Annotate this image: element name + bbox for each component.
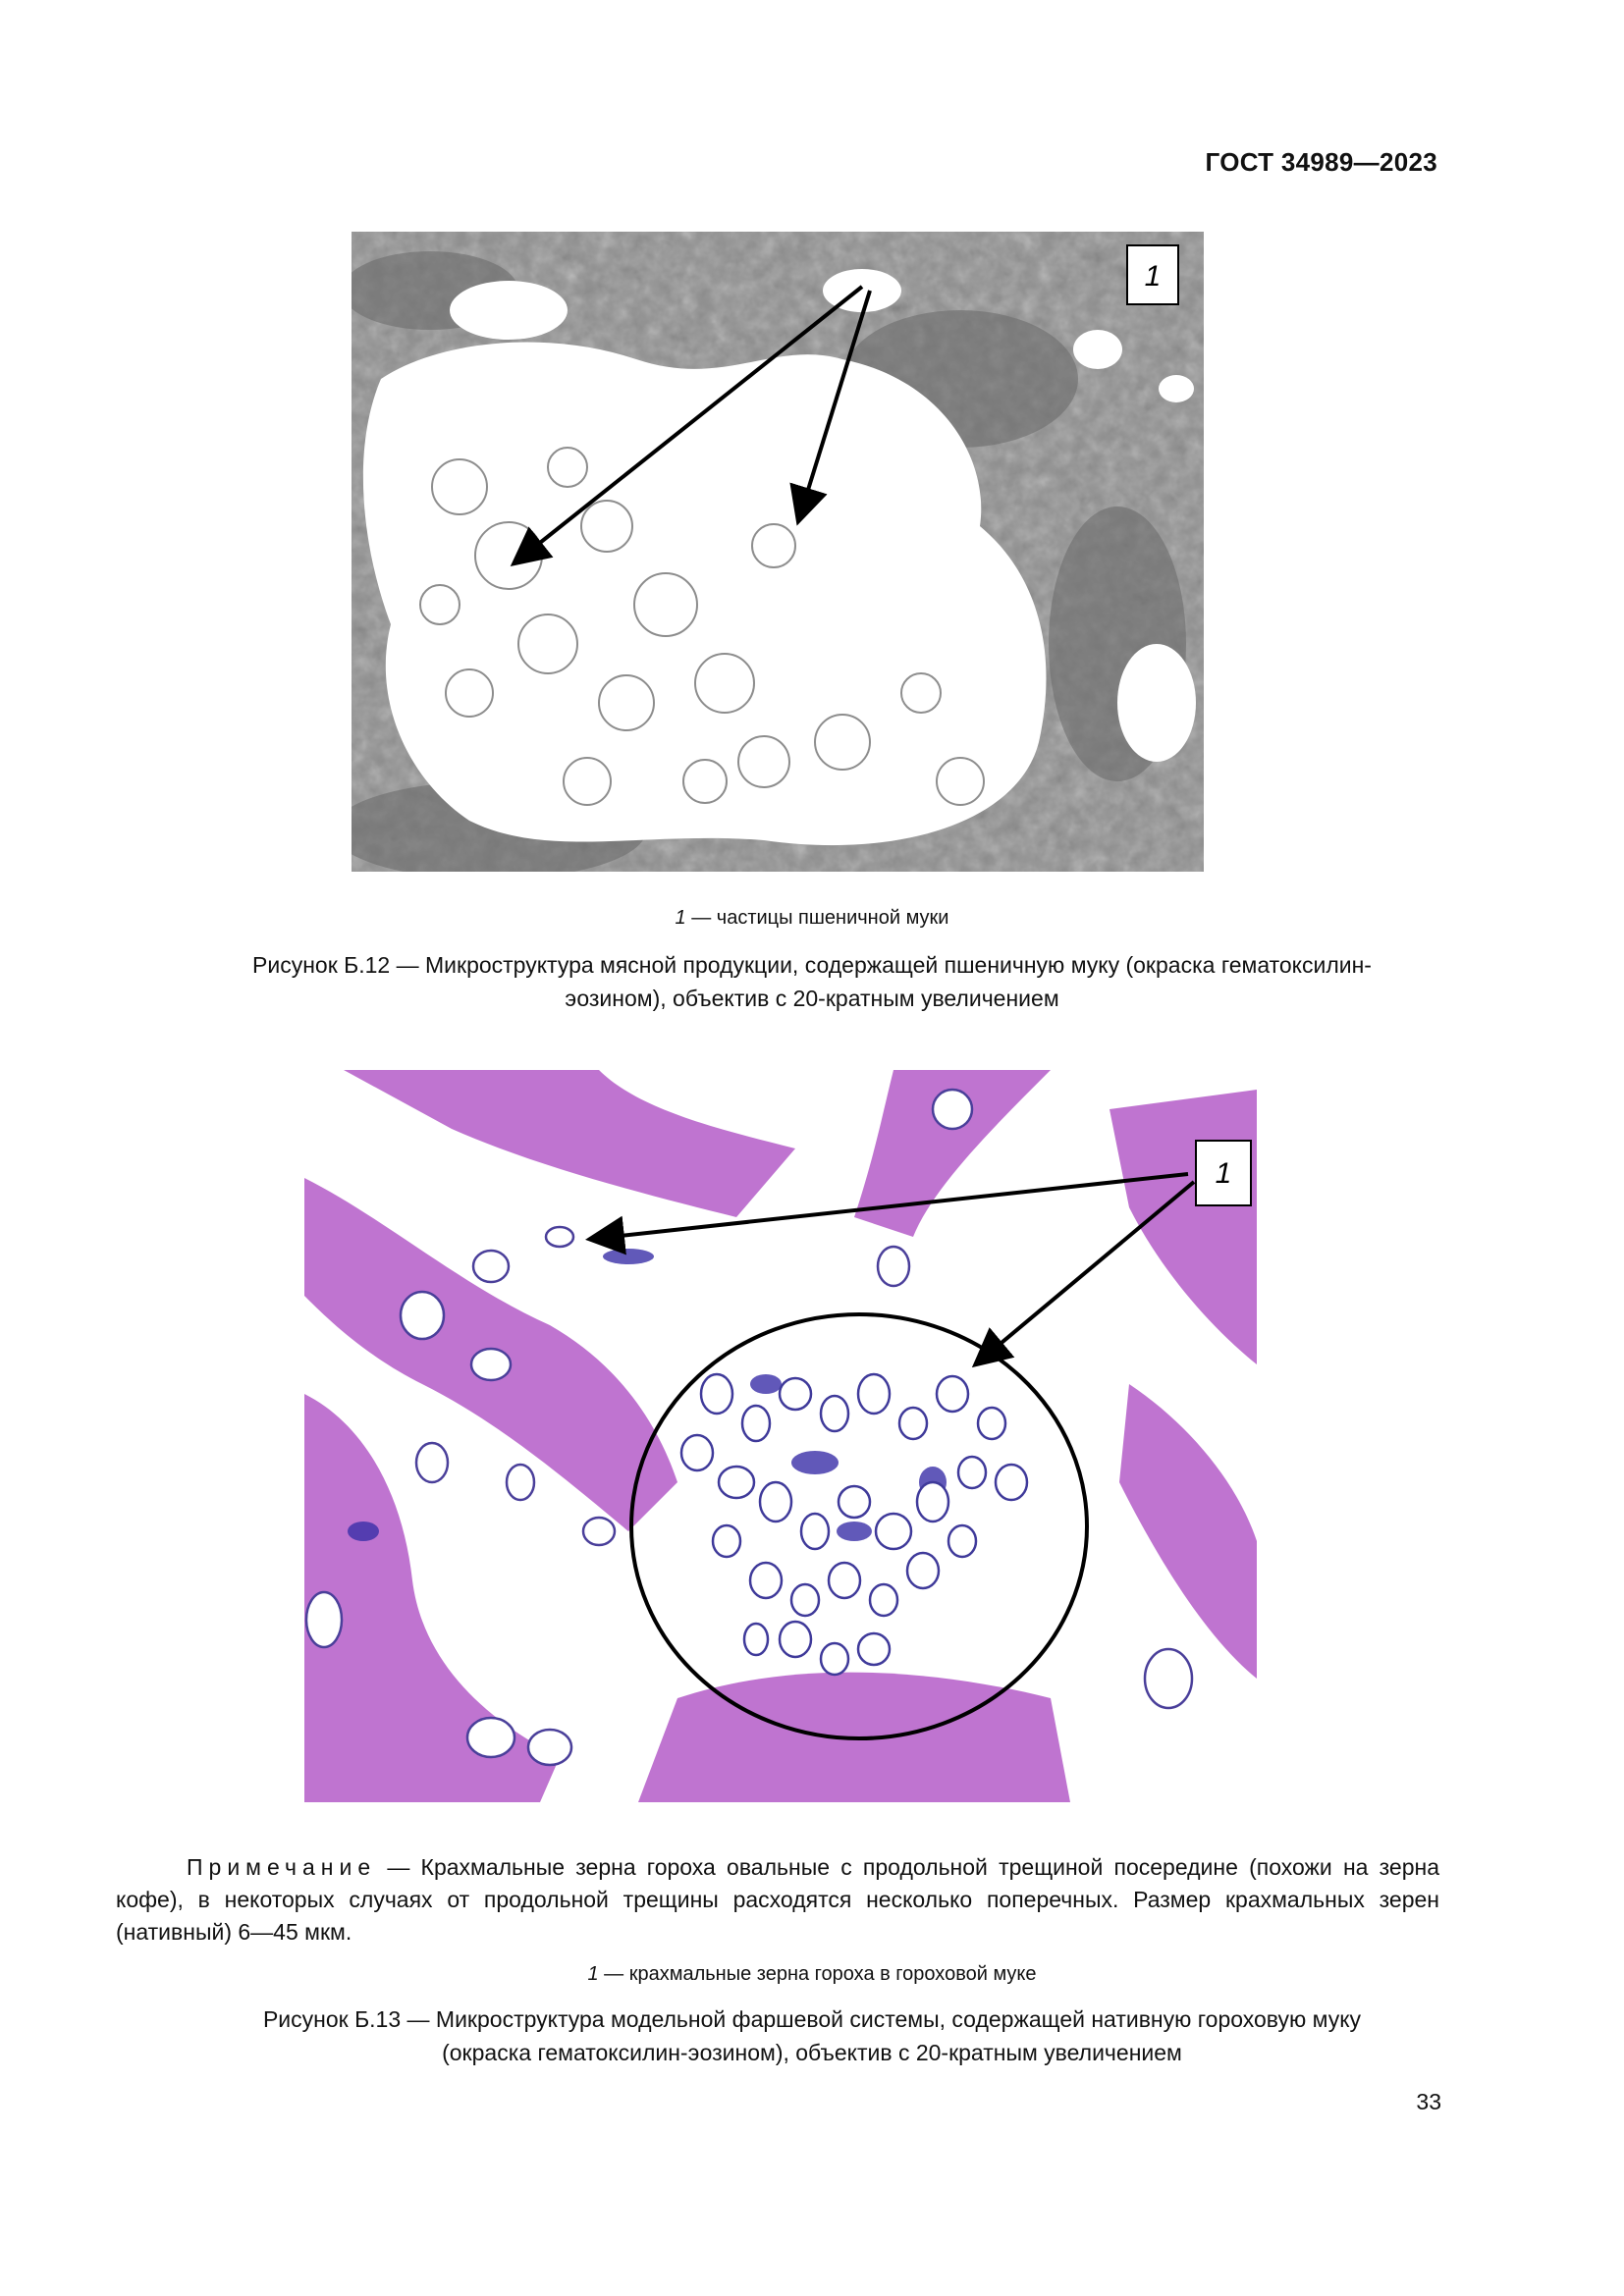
- callout-label: 1: [1215, 1157, 1232, 1190]
- micrograph-wheat-flour-svg: [352, 232, 1204, 872]
- figure-b13-legend: [0, 1963, 1624, 1986]
- document-header: ГОСТ 34989—2023: [1205, 147, 1437, 177]
- caption-line-2: (окраска гематоксилин-эозином), объектив с 20-кратным увеличением: [442, 2040, 1182, 2065]
- legend-number: 1: [675, 907, 686, 929]
- micrograph-pea-flour-svg: [304, 1070, 1257, 1802]
- figure-b12-legend: [0, 907, 1624, 930]
- caption-line-1: Рисунок Б.13 — Микроструктура модельной фаршевой системы, содержащей нативную гороховую муку: [262, 2006, 1362, 2032]
- figure-b13-caption: [116, 2002, 1508, 2069]
- legend-text: — частицы пшеничной муки: [691, 907, 949, 929]
- caption-line-1: Рисунок Б.12 — Микроструктура мясной продукции, содержащей пшеничную муку (окраска гематоксилин-: [252, 952, 1372, 978]
- note-text: — Крахмальные зерна гороха овальные с продольной трещиной посередине (похожи на зерна кофе), в некоторых случаях от продольной трещины расходятся несколько поперечных. Размер крахмальных зерен (нативный) 6—45 мкм.: [116, 1854, 1439, 1945]
- note-label: Примечание: [187, 1854, 377, 1880]
- figure-b12-caption: [116, 948, 1508, 1015]
- caption-line-2: эозином), объектив с 20-кратным увеличением: [565, 986, 1059, 1011]
- micrograph-pea-flour: [304, 1070, 1257, 1802]
- figure-b13-note: [116, 1851, 1439, 1949]
- callout-label: 1: [1144, 260, 1162, 293]
- micrograph-wheat-flour: [352, 232, 1204, 872]
- legend-number: 1: [587, 1963, 599, 1985]
- legend-text: — крахмальные зерна гороха в гороховой муке: [604, 1963, 1037, 1985]
- page-number: 33: [1416, 2089, 1441, 2114]
